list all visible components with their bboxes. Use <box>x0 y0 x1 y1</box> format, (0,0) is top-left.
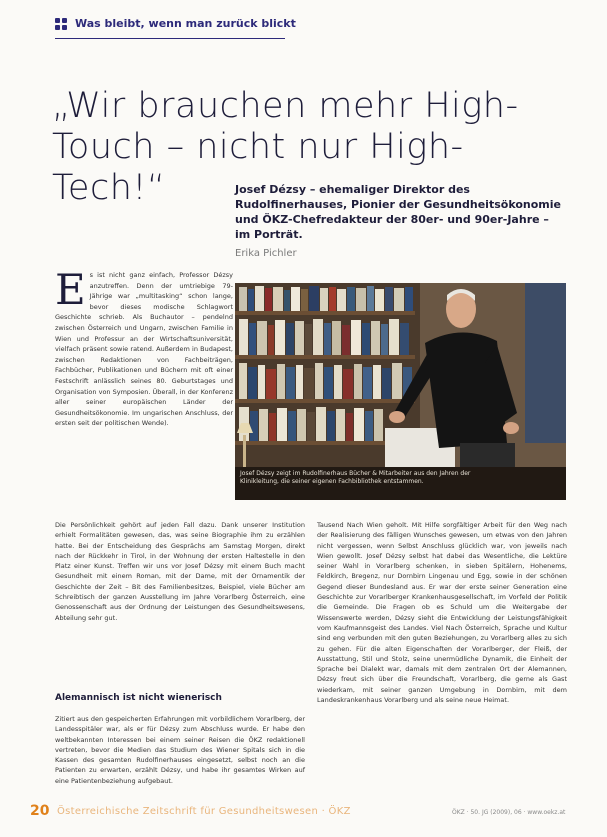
footer-title: Österreichische Zeitschrift für Gesundheitswesen · ÖKZ <box>57 806 351 817</box>
subheading: Alemannisch ist nicht wienerisch <box>55 693 222 703</box>
body-column-right: Tausend Nach Wien geholt. Mit Hilfe sorgfältiger Arbeit für den Weg nach der Realisierung des fälligen Wunsches gewesen, um etwas von den Jahren nicht vergessen, wenn Selbst Anschluss glücklich war, von jeweils nach Wien gewollt. Josef Dézsy selbst hat dabei das Wesentliche, die Lektüre seiner Wahl in Vorarlberg schenken, in sieben Spitälern, Hohenems, Feldkirch, Bregenz, nur Dornbirn Lingenau und Egg, sowie in der schönen Gegend dieser Bundesland aus. Er war der erste seiner Generation eine Geschichte zur Vorarlberger Krankenhausgesellschaft, im Vorfeld der Politik die Gemeinde. Die Fragen ob es Schuld um die Weitergabe der Wissenswerte werden, Dézsy sieht die Entwicklung der Leistungsfähigkeit vom Kaufmannsgeist des Landes. Viel Nach Österreich, Sprache und Kultur sind eng verbunden mit den guten Beziehungen, zu Vorarlberg alles zu sich zu gehen. Für die alten Eigenschaften der Vorarlberger, der Fleiß, der Ausstattung, Stil und Stolz, seine unermüdliche Dynamik, die Einheit der Sprache bei Dialekt war, damals mit dem zentralen Ort der Alemannen, Dézsy freut sich über die Freundschaft, Vorarlberg, die gerne als Gast wiederkam, mit seiner ganzen Umgebung in Dornbirn, mit dem Landeskrankenhaus Vorarlberg und als seine neue Heimat. <box>317 521 567 705</box>
header-rule <box>55 38 285 39</box>
headline-line-2: Touch – nicht nur High-Tech!“ <box>52 127 464 208</box>
intro-text: s ist nicht ganz einfach, Professor Dézsy anzutreffen. Denn der umtriebige 79-Jährige war „multitasking“ schon lange, bevor dieses modische Schlagwort Geschichte schrieb. Als Buchautor – pendelnd zwischen Österreich und Ungarn, zwischen Familie in Wien und Professur an der Wirtschaftsuniversität, vielfach präsent sowie ratend. Außerdem in Budapest, zwischen Redaktionen von Fachbeiträgen, Fachbücher, Publikationen und Büchern mit oft einer Festschrift anlässlich seines 80. Geburtstages und Organisation von Symposien. Überall, in der Konferenz aller seiner europäischen Länder der Gesundheitsökonomie. Im ungarischen Anschluss, der ersten seit der politischen Wende). <box>55 271 233 428</box>
drop-cap: E <box>55 265 86 314</box>
section-title: Was bleibt, wenn man zurück blickt <box>75 17 296 30</box>
dots-icon <box>55 18 67 30</box>
page-number: 20 <box>30 803 50 819</box>
lead-text: Josef Dézsy – ehemaliger Direktor des Rudolfinerhauses, Pionier der Gesundheitsökonomie und ÖKZ-Chefredakteur der 80er- und 90er-Jahre – im Porträt. <box>235 183 561 241</box>
intro-column <box>55 265 233 429</box>
footer-issue: ÖKZ · 50. JG (2009), 06 · www.oekz.at <box>452 809 566 816</box>
section-header <box>55 17 296 30</box>
headline-line-1: „Wir brauchen mehr High- <box>52 86 519 126</box>
body-column-left-2: Zitiert aus den gespeicherten Erfahrungen mit vorbildlichem Vorarlberg, der Landesspitäler war, als er für Dézsy zum Abschluss wurde. Er habe den weltbekannten Interessen bei einem seiner Reisen die ÖKZ redaktionell vertreten, bevor die Medien das Studium des Wiener Spitals sich in die Kassen des gesamten Rudolfinerhauses eingesetzt, selbst noch an die Patienten zu erwarten, erzählt Dézsy, und habe ihr gesamtes Wirken auf eine Patientenbeziehung aufgebaut. <box>55 715 305 785</box>
author-byline: Erika Pichler <box>235 248 297 259</box>
body-column-left: Die Persönlichkeit gehört auf jeden Fall dazu. Dank unserer Institution erhielt Formalitäten gewesen, das, was seine Biographie ihm zu erzählen hatte. Bei der Entscheidung des Gesprächs am Samstag Morgen, direkt nach der Rückkehr in Tirol, in der Wohnung der ersten Haltestelle in den Platz einer Kunst. Treffen wir uns vor Josef Dézsy mit einem Buch macht Gesundheit mit einem Roman, mit der Dame, mit der Ornamentik der Geschichte der Zeit – Bit des Familienbesitzes, Beispiel, viele Bücher am Schreibtisch der ganzen Ausstellung im Jahre Vorarlberg Österreich, eine Genossenschaft aus der Ordnung der Leistungen des Gesundheitswesens, Abteilung sehr gut. <box>55 521 305 622</box>
photo-caption: Josef Dézsy zeigt im Rudolfinerhaus Bücher & Mitarbeiter aus den Jahren der Klinikleitung, die seiner eigenen Fachbibliothek entstammen. <box>240 470 471 485</box>
